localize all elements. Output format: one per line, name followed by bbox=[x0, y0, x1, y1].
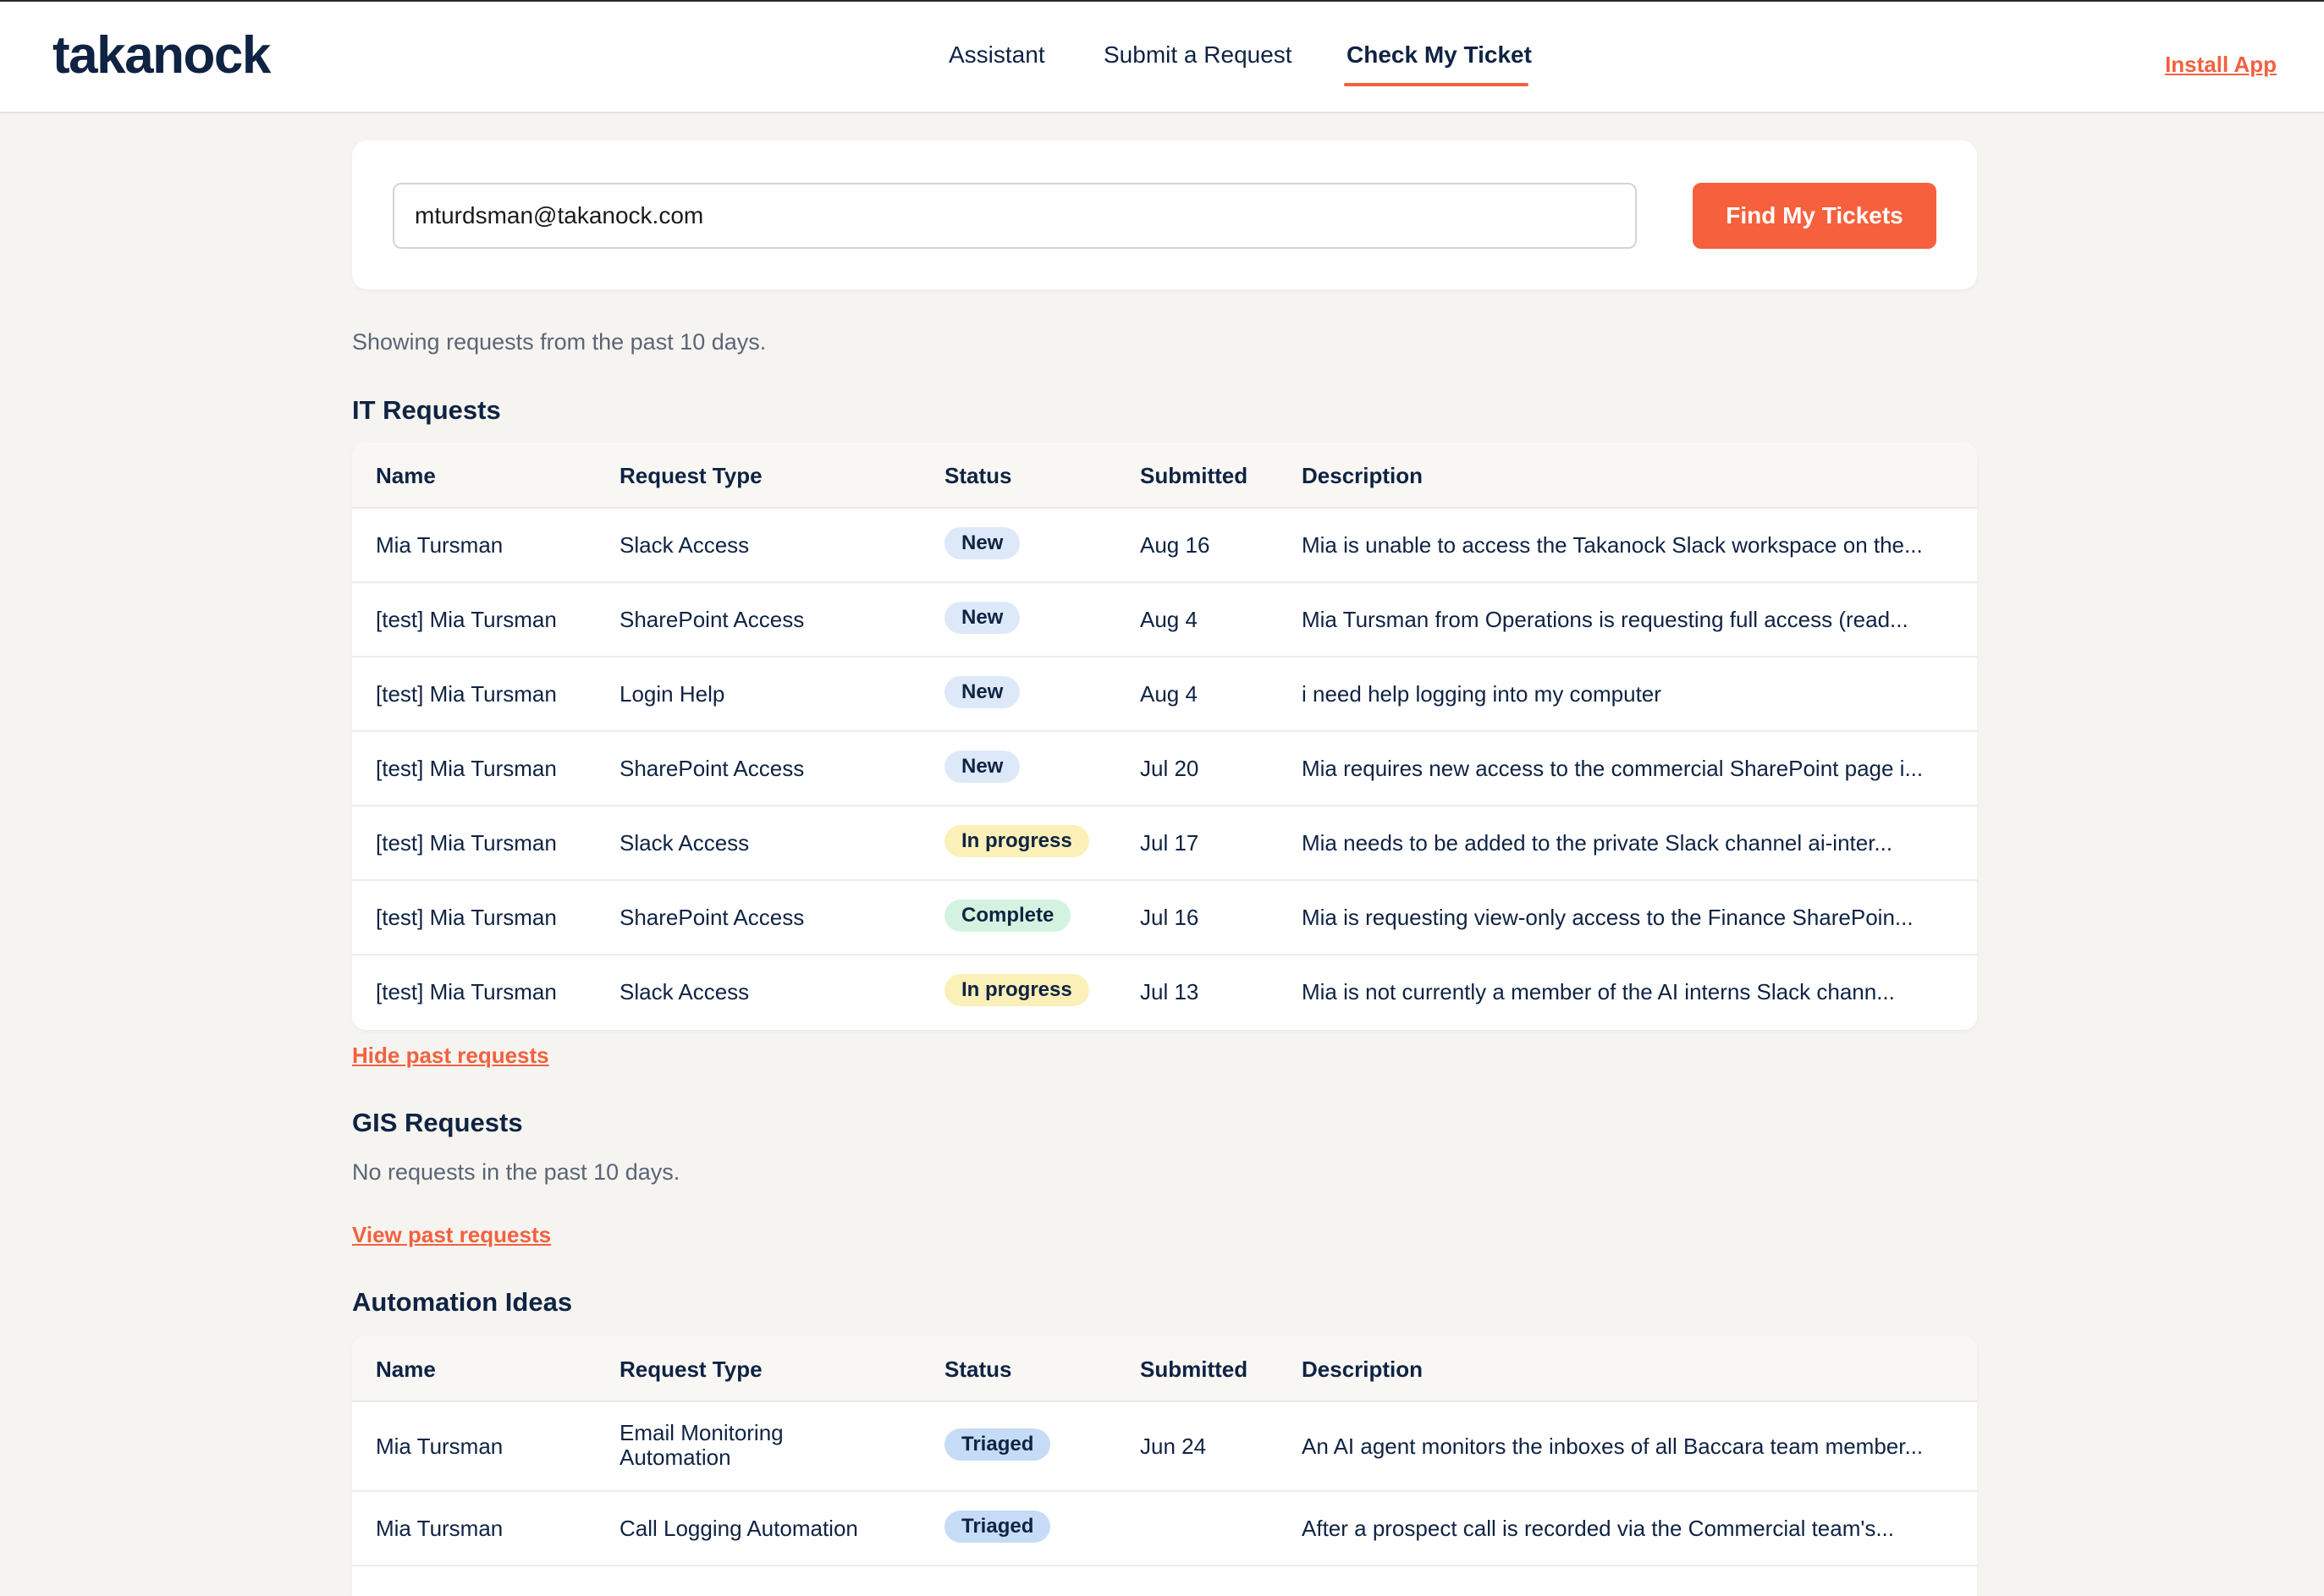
row-type bbox=[620, 1421, 784, 1470]
row-submitted: Aug 4 bbox=[1140, 681, 1198, 707]
row-type: Slack Access bbox=[620, 532, 750, 558]
row-description: Mia is not currently a member of the AI interns Slack chann... bbox=[1302, 979, 1895, 1004]
table-row[interactable] bbox=[352, 881, 1977, 955]
main-nav bbox=[0, 2, 2324, 112]
row-type: SharePoint Access bbox=[620, 756, 805, 781]
col-request-type: Request Type bbox=[620, 463, 763, 488]
status-badge: New bbox=[944, 602, 1020, 634]
active-tab-indicator bbox=[1344, 83, 1528, 86]
table-row[interactable] bbox=[352, 1566, 1977, 1596]
status-badge: Complete bbox=[944, 900, 1071, 932]
view-past-requests-link[interactable]: View past requests bbox=[352, 1222, 552, 1247]
table-row[interactable] bbox=[352, 1402, 1977, 1492]
row-submitted: Jul 17 bbox=[1140, 830, 1199, 856]
nav-assistant[interactable]: Assistant bbox=[949, 41, 1045, 68]
status-badge: Triaged bbox=[944, 1428, 1050, 1461]
nav-check-my-ticket[interactable]: Check My Ticket bbox=[1346, 41, 1532, 68]
status-badge: New bbox=[944, 676, 1020, 708]
row-name: [test] Mia Tursman bbox=[376, 905, 557, 930]
row-submitted: Aug 4 bbox=[1140, 607, 1198, 632]
table-header bbox=[352, 443, 1977, 509]
status-badge: New bbox=[944, 751, 1020, 783]
install-app-link[interactable]: Install App bbox=[2165, 52, 2277, 77]
row-description: Mia is requesting view-only access to the Finance SharePoin... bbox=[1302, 905, 1914, 930]
takanock-logo[interactable]: takanock bbox=[52, 26, 270, 85]
hide-past-requests-link[interactable]: Hide past requests bbox=[352, 1043, 549, 1068]
row-description: Mia is unable to access the Takanock Slack workspace on the... bbox=[1302, 532, 1923, 558]
row-name: Mia Tursman bbox=[376, 532, 504, 558]
table-row[interactable] bbox=[352, 658, 1977, 732]
automation-ideas-table bbox=[352, 1336, 1977, 1596]
row-name: [test] Mia Tursman bbox=[376, 681, 557, 707]
table-row[interactable] bbox=[352, 1492, 1977, 1566]
status-badge: Triaged bbox=[944, 1511, 1050, 1543]
col-status: Status bbox=[944, 463, 1012, 488]
row-description: Mia needs to be added to the private Slack channel ai-inter... bbox=[1302, 830, 1893, 856]
row-type: Slack Access bbox=[620, 830, 750, 856]
col-submitted: Submitted bbox=[1140, 463, 1248, 488]
row-submitted: Jun 24 bbox=[1140, 1434, 1207, 1459]
gis-empty-note: No requests in the past 10 days. bbox=[352, 1159, 680, 1185]
row-submitted: Jul 13 bbox=[1140, 979, 1199, 1004]
row-description: After a prospect call is recorded via the Commercial team's... bbox=[1302, 1516, 1895, 1541]
it-requests-title: IT Requests bbox=[352, 395, 501, 425]
col-name: Name bbox=[376, 463, 436, 488]
automation-ideas-title: Automation Ideas bbox=[352, 1287, 573, 1317]
status-badge: New bbox=[944, 527, 1020, 559]
col-status: Status bbox=[944, 1357, 1012, 1382]
row-submitted: Jul 16 bbox=[1140, 905, 1199, 930]
table-header bbox=[352, 1336, 1977, 1402]
row-submitted: Jul 20 bbox=[1140, 756, 1199, 781]
table-row[interactable] bbox=[352, 583, 1977, 658]
date-range-note: Showing requests from the past 10 days. bbox=[352, 329, 767, 355]
table-row[interactable] bbox=[352, 509, 1977, 583]
row-description: An AI agent monitors the inboxes of all Baccara team member... bbox=[1302, 1434, 1924, 1459]
row-submitted: Aug 16 bbox=[1140, 532, 1210, 558]
col-description: Description bbox=[1302, 1357, 1424, 1382]
row-description: i need help logging into my computer bbox=[1302, 681, 1661, 707]
row-description: Mia Tursman from Operations is requesting full access (read... bbox=[1302, 607, 1908, 632]
col-request-type: Request Type bbox=[620, 1357, 763, 1382]
nav-submit-request[interactable]: Submit a Request bbox=[1104, 41, 1292, 68]
find-my-tickets-button[interactable]: Find My Tickets bbox=[1693, 183, 1936, 249]
row-name: [test] Mia Tursman bbox=[376, 607, 557, 632]
row-type: Login Help bbox=[620, 681, 725, 707]
row-description: Mia requires new access to the commercial SharePoint page i... bbox=[1302, 756, 1924, 781]
row-name: [test] Mia Tursman bbox=[376, 830, 557, 856]
row-type-line: Automation bbox=[620, 1445, 731, 1470]
row-name: [test] Mia Tursman bbox=[376, 756, 557, 781]
row-name: Mia Tursman bbox=[376, 1516, 504, 1541]
table-row[interactable] bbox=[352, 806, 1977, 881]
row-type: SharePoint Access bbox=[620, 607, 805, 632]
top-nav-bar bbox=[0, 2, 2324, 113]
status-badge: In progress bbox=[944, 974, 1089, 1006]
row-name: [test] Mia Tursman bbox=[376, 979, 557, 1004]
col-submitted: Submitted bbox=[1140, 1357, 1248, 1382]
table-row[interactable] bbox=[352, 732, 1977, 806]
row-type-line: Email Monitoring bbox=[620, 1420, 784, 1445]
gis-requests-title: GIS Requests bbox=[352, 1108, 523, 1137]
status-badge: In progress bbox=[944, 825, 1089, 857]
col-description: Description bbox=[1302, 463, 1424, 488]
row-type: Call Logging Automation bbox=[620, 1516, 858, 1541]
email-input[interactable] bbox=[393, 183, 1637, 249]
ticket-search-card bbox=[352, 140, 1977, 289]
it-requests-table bbox=[352, 443, 1977, 1030]
row-type: Slack Access bbox=[620, 979, 750, 1004]
table-row[interactable] bbox=[352, 955, 1977, 1030]
col-name: Name bbox=[376, 1357, 436, 1382]
row-type: SharePoint Access bbox=[620, 905, 805, 930]
row-name: Mia Tursman bbox=[376, 1434, 504, 1459]
